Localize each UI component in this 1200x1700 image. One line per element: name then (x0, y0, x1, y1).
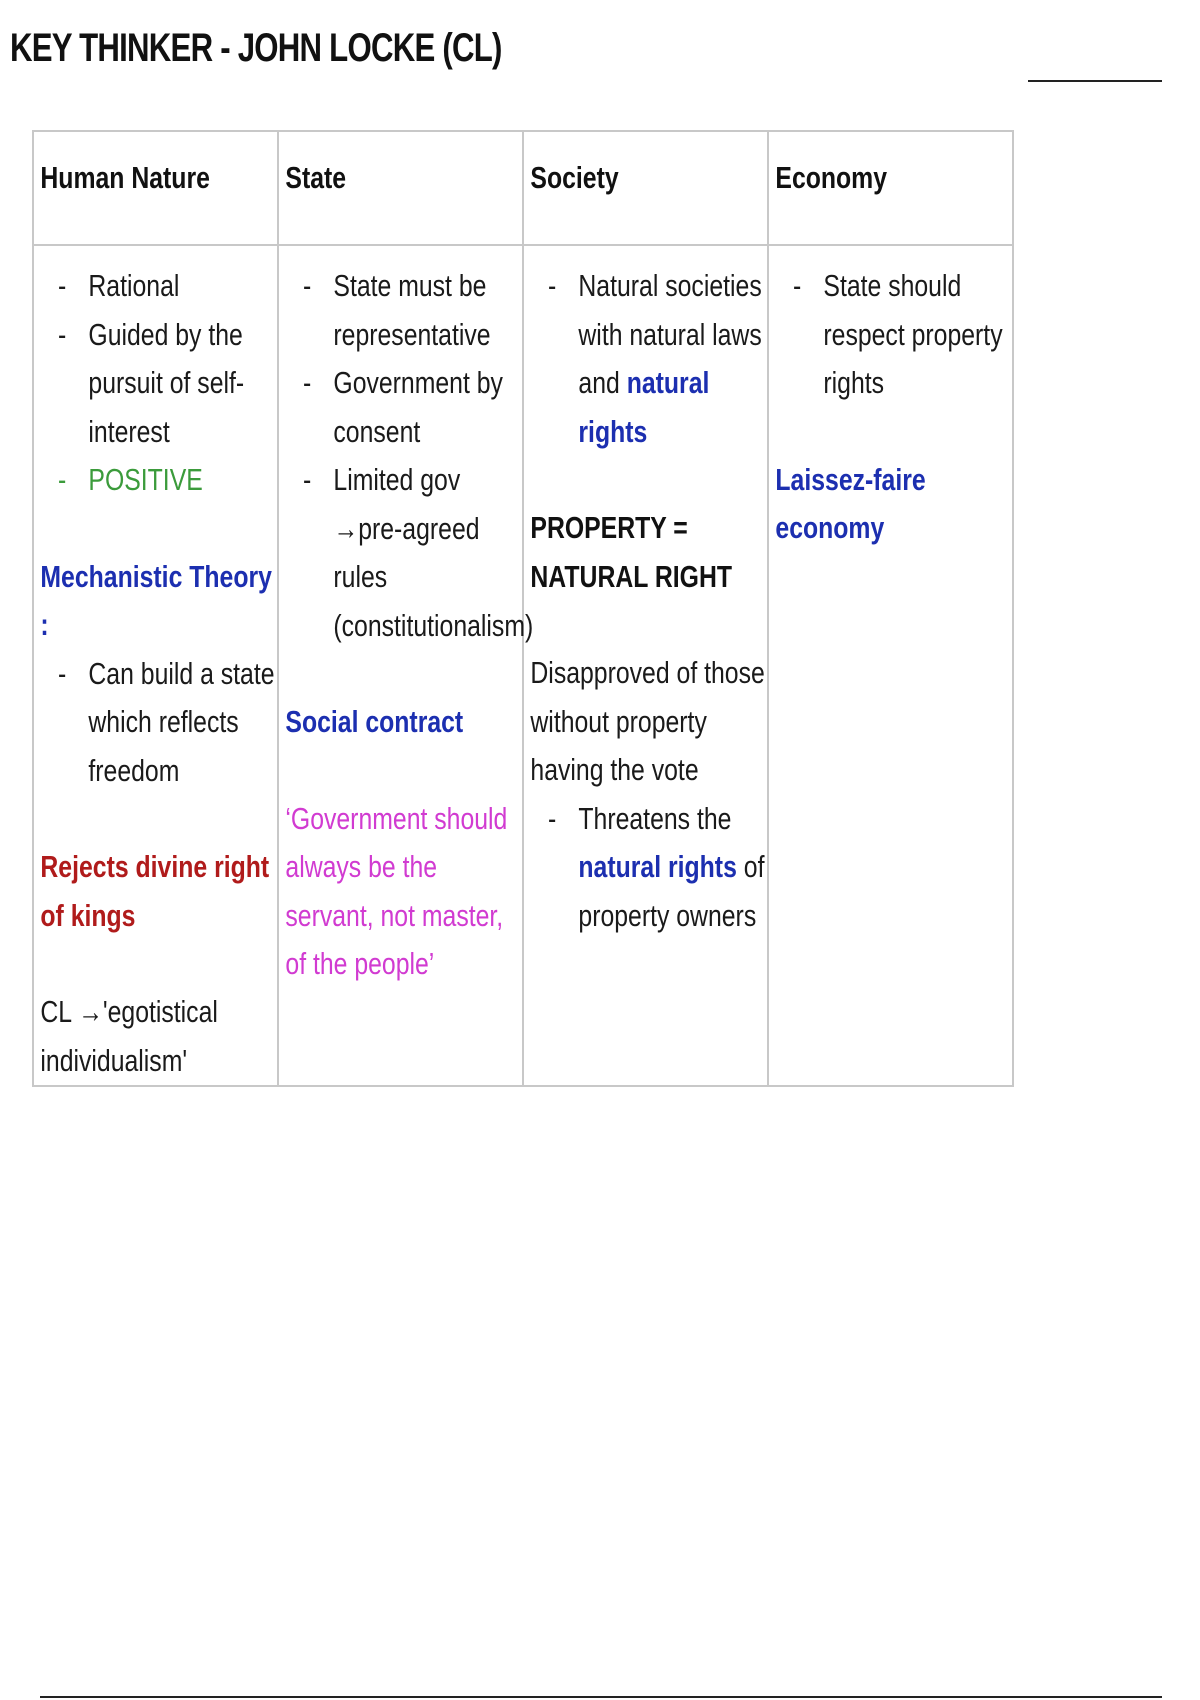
cell-economy (768, 245, 1013, 1086)
threat-post: of property owners (578, 849, 765, 933)
state-bullets (285, 262, 534, 650)
key-thinker-table (32, 130, 1014, 1087)
cl-note: CL →'egotistical individualism' (40, 994, 218, 1078)
disapproved-note: Disapproved of those without property having the vote (530, 655, 765, 787)
economy-bullets (775, 262, 1015, 408)
column-header-society (523, 131, 768, 245)
column-header-state (278, 131, 523, 245)
social-contract-heading: Social contract (285, 704, 464, 739)
property-natural-right: PROPERTY = NATURAL RIGHT (530, 510, 732, 594)
header-label: Society (530, 160, 619, 195)
natural-rights-emphasis: natural rights (578, 365, 710, 449)
threat-pre: Threatens the (578, 800, 732, 836)
laissez-faire-heading: Laissez-faire economy (775, 461, 926, 545)
list-item: - Guided by the pursuit of self-interest (40, 311, 280, 457)
list-item: - Rational (40, 262, 280, 311)
rejects-divine-right: Rejects divine right of kings (40, 849, 270, 933)
list-item: - Government by consent (285, 359, 525, 456)
list-item-positive: - POSITIVE (40, 456, 280, 505)
mechanistic-bullets (40, 650, 280, 796)
society-bullets (530, 262, 770, 456)
header-label: State (285, 160, 347, 195)
header-label: Economy (775, 160, 888, 195)
list-item: - State must be representative (285, 262, 525, 359)
list-item: - Can build a state which reflects freedom (40, 650, 280, 796)
column-header-economy (768, 131, 1013, 245)
society-bullet-text: Natural societies with natural laws and (578, 268, 762, 400)
threat-bullets (530, 795, 770, 941)
list-item (530, 795, 770, 941)
cell-human-nature (33, 245, 278, 1086)
mechanistic-theory-heading: Mechanistic Theory : (40, 558, 272, 642)
human-nature-bullets (40, 262, 280, 505)
natural-rights-emphasis: natural rights (578, 849, 737, 884)
content-row (33, 245, 1013, 1086)
column-header-human-nature (33, 131, 278, 245)
header-row (33, 131, 1013, 245)
list-item: - State should respect property rights (775, 262, 1015, 408)
cell-society (523, 245, 768, 1086)
page-title: KEY THINKER - JOHN LOCKE (CL) (10, 26, 502, 70)
cell-state (278, 245, 534, 1086)
footer-rule (40, 1696, 1162, 1698)
title-rule (1028, 80, 1162, 82)
list-item: - Limited gov →pre-agreed rules (constitutionalism) (285, 456, 525, 650)
header-label: Human Nature (40, 160, 210, 195)
locke-quote: ‘Government should always be the servant, not master, of the people’ (285, 800, 508, 981)
list-item (530, 262, 770, 456)
